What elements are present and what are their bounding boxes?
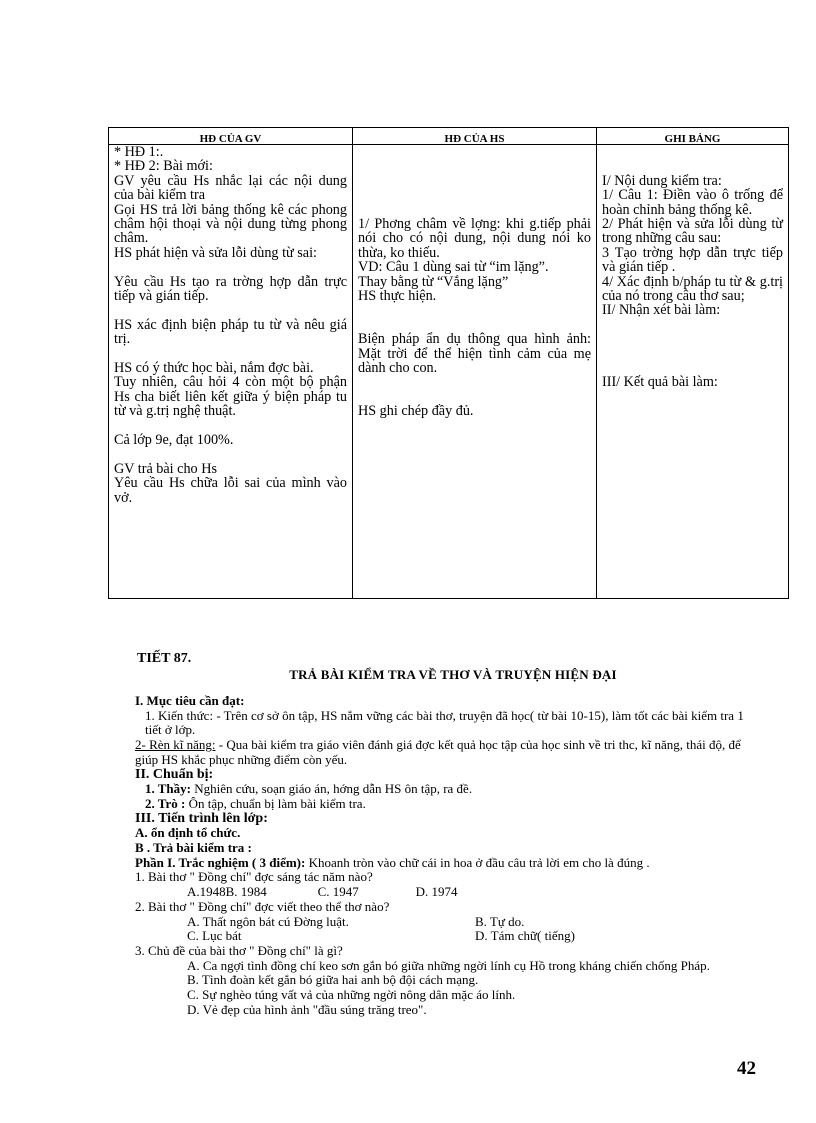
gv-gap bbox=[114, 447, 347, 461]
q2-option-c: C. Lục bát bbox=[187, 928, 242, 944]
q3-option-c: C. Sự nghèo túng vất vả của những ngời nông dân mặc áo lính. bbox=[187, 987, 516, 1003]
gv-line: GV trả bài cho Hs bbox=[114, 460, 217, 477]
phan1-text: Khoanh tròn vào chữ cái in hoa ở đầu câu trả lời em cho là đúng . bbox=[305, 854, 650, 870]
q3-option-d: D. Vẻ đẹp của hình ảnh "đầu súng trăng treo". bbox=[187, 1001, 427, 1017]
gb-line: I/ Nội dung kiểm tra: bbox=[602, 172, 722, 189]
phan1-label: Phần I. Trắc nghiệm ( 3 điểm): bbox=[135, 854, 306, 870]
lesson-body bbox=[135, 694, 760, 1017]
hs-gap bbox=[358, 390, 591, 404]
hs-gap bbox=[358, 203, 591, 217]
page-number: 42 bbox=[737, 1058, 756, 1079]
gb-line: 3 Tạo trờng hợp dẫn trực tiếp và gián tiếp . bbox=[602, 244, 783, 276]
gv-gap bbox=[114, 260, 347, 274]
hs-gap bbox=[358, 174, 591, 188]
lesson-number: TIẾT 87. bbox=[137, 651, 192, 666]
section-muc-tieu: I. Mục tiêu cần đạt: bbox=[135, 693, 245, 708]
question-1-options bbox=[135, 885, 760, 900]
hs-gap bbox=[358, 145, 591, 159]
cell-ghi-bang bbox=[597, 145, 789, 599]
question-2-options-cd bbox=[135, 929, 760, 944]
hs-gap bbox=[358, 375, 591, 389]
q2-option-d: D. Tám chữ( tiếng) bbox=[475, 928, 575, 944]
gv-gap bbox=[114, 347, 347, 361]
gb-line: 4/ Xác định b/pháp tu từ & g.trị của nó trong câu thơ sau; bbox=[602, 273, 783, 305]
gb-gap bbox=[602, 318, 783, 332]
q2-option-b: B. Tự do. bbox=[475, 913, 525, 929]
hs-line: Thay bằng từ “Vắng lặng” bbox=[358, 273, 509, 290]
thay-label: 1. Thầy: bbox=[145, 781, 191, 797]
gv-line: GV yêu cầu Hs nhắc lại các nội dung của bài kiểm tra bbox=[114, 172, 347, 204]
gb-line: 2/ Phát hiện và sửa lỗi dùng từ trong những câu sau: bbox=[602, 216, 783, 247]
q3-option-b: B. Tình đoàn kết gắn bó giữa hai anh bộ đội cách mạng. bbox=[187, 972, 479, 988]
tro-text: Ôn tập, chuẩn bị làm bài kiểm tra. bbox=[185, 795, 366, 811]
table-header-row bbox=[109, 128, 789, 145]
kien-thuc-label: 1. Kiến thức: bbox=[145, 707, 214, 723]
hs-line: Biện pháp ẩn dụ thông qua hình ảnh: Mặt trời để thể hiện tình cảm của mẹ dành cho con. bbox=[358, 331, 591, 376]
gv-line: Yêu cầu Hs tạo ra trờng hợp dẫn trực tiếp và gián tiếp. bbox=[114, 273, 347, 305]
kien-thuc-paragraph bbox=[135, 709, 760, 738]
hs-line: HS thực hiện. bbox=[358, 287, 437, 304]
ki-nang-paragraph bbox=[135, 738, 760, 767]
question-1: 1. Bài thơ " Đồng chí" đợc sáng tác năm nào? bbox=[135, 869, 373, 885]
table-row bbox=[109, 145, 789, 599]
tro-label: 2. Trò : bbox=[145, 795, 186, 811]
gv-line: HS có ý thức học bài, nắm đợc bài. bbox=[114, 360, 314, 377]
hs-gap bbox=[358, 159, 591, 173]
gv-line: HS xác định biện pháp tu từ và nêu giá trị. bbox=[114, 316, 347, 348]
hs-gap bbox=[358, 303, 591, 317]
question-2-options-ab bbox=[135, 915, 760, 930]
gv-line: Yêu cầu Hs chữa lỗi sai của mình vào vở. bbox=[114, 475, 347, 506]
tro-line bbox=[135, 797, 760, 812]
tra-bai-heading: B . Trả bài kiểm tra : bbox=[135, 840, 252, 856]
gb-gap bbox=[602, 361, 783, 375]
ki-nang-label: 2- Rèn kĩ năng: bbox=[135, 737, 216, 753]
gv-line: * HĐ 2: Bài mới: bbox=[114, 158, 213, 175]
thay-line bbox=[135, 782, 760, 797]
on-dinh-heading: A. ổn định tổ chức. bbox=[135, 825, 241, 841]
hs-line: VD: Câu 1 dùng sai từ “im lặng”. bbox=[358, 259, 549, 276]
cell-gv bbox=[109, 145, 353, 599]
gv-gap bbox=[114, 419, 347, 433]
hs-line: 1/ Phơng châm về lợng: khi g.tiếp phải nói cho có nội dung, nội dung nói ko thừa, ko thiếu. bbox=[358, 215, 591, 261]
hs-gap bbox=[358, 188, 591, 202]
q1-option-a: A.1948 bbox=[187, 884, 226, 900]
header-gv: HĐ CỦA GV bbox=[109, 128, 353, 145]
cell-hs bbox=[353, 145, 597, 599]
gb-gap bbox=[602, 145, 783, 159]
header-hs: HĐ CỦA HS bbox=[353, 128, 597, 145]
q1-option-c: C. 1947 bbox=[317, 884, 359, 900]
gb-gap bbox=[602, 332, 783, 346]
q2-option-a: A. Thất ngôn bát cú Đờng luật. bbox=[187, 913, 349, 929]
gv-line: Cả lớp 9e, đạt 100%. bbox=[114, 432, 234, 449]
gv-gap bbox=[114, 303, 347, 317]
question-2: 2. Bài thơ " Đồng chí" đợc viết theo thể thơ nào? bbox=[135, 898, 390, 914]
q3-option-a: A. Ca ngợi tình đồng chí keo sơn gắn bó giữa những ngời lính cụ Hồ trong kháng chiến chống Pháp. bbox=[187, 957, 710, 973]
gv-line: HS phát hiện và sửa lỗi dùng từ sai: bbox=[114, 244, 317, 261]
lesson-title: TRẢ BÀI KIỂM TRA VỀ THƠ VÀ TRUYỆN HIỆN ĐẠI bbox=[289, 667, 617, 682]
gv-line: Gọi HS trả lời bảng thống kê các phong châm hội thoại và nội dung từng phong châm. bbox=[114, 201, 347, 247]
gb-line: 1/ Câu 1: Điền vào ô trống để hoàn chỉnh bảng thống kê. bbox=[602, 187, 783, 218]
question-3: 3. Chủ đề của bài thơ " Đồng chí" là gì? bbox=[135, 942, 343, 958]
gb-line: III/ Kết quả bài làm: bbox=[602, 374, 718, 391]
section-tien-trinh: III. Tiến trình lên lớp: bbox=[135, 810, 268, 826]
gb-gap bbox=[602, 347, 783, 361]
ki-nang-text: - Qua bài kiểm tra giáo viên đánh giá đợc kết quả học tập của học sinh về tri thc, kĩ năng, thái độ, để giúp HS khắc phục những điểm còn yếu. bbox=[135, 737, 741, 767]
q1-option-d: D. 1974 bbox=[415, 884, 458, 900]
phan1-paragraph bbox=[135, 856, 760, 871]
gv-line: Tuy nhiên, câu hỏi 4 còn một bộ phận Hs cha biết liên kết giữa ý biện pháp tu từ và g.trị nghệ thuật. bbox=[114, 374, 347, 420]
section-chuan-bi: II. Chuẩn bị: bbox=[135, 766, 214, 782]
gv-line: * HĐ 1:. bbox=[114, 144, 164, 160]
thay-text: Nghiên cứu, soạn giáo án, hớng dẫn HS ôn tập, ra đề. bbox=[191, 781, 473, 797]
gb-line: II/ Nhận xét bài làm: bbox=[602, 302, 721, 319]
lesson-table bbox=[108, 127, 789, 599]
gb-gap bbox=[602, 159, 783, 173]
header-ghi-bang: GHI BẢNG bbox=[597, 128, 789, 145]
q1-option-b: B. 1984 bbox=[225, 884, 267, 900]
hs-line: HS ghi chép đầy đủ. bbox=[358, 403, 474, 420]
hs-gap bbox=[358, 318, 591, 332]
kien-thuc-text: - Trên cơ sở ôn tập, HS nắm vững các bài thơ, truyện đã học( từ bài 10-15), làm tốt các bài kiểm tra 1 tiết ở lớp. bbox=[145, 707, 744, 738]
